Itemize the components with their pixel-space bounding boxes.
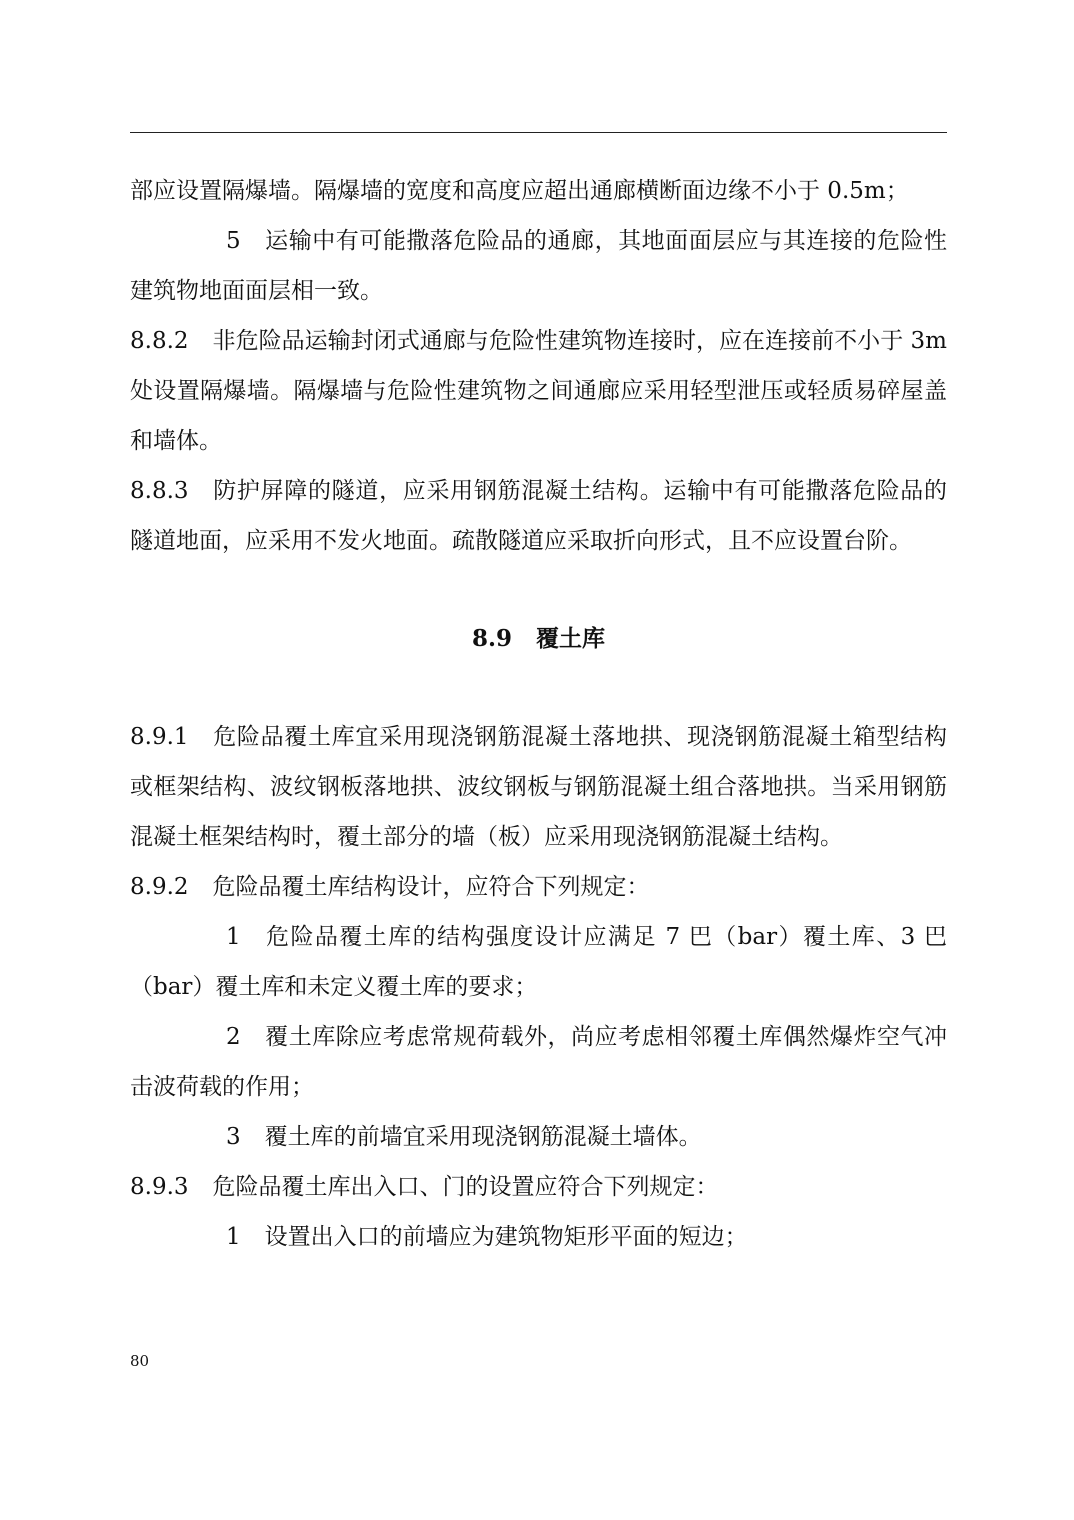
clause-number: 8.9.2 bbox=[130, 874, 189, 900]
item-number: 1 bbox=[226, 1224, 241, 1250]
header-rule bbox=[130, 132, 947, 133]
section-number: 8.9 bbox=[471, 625, 512, 652]
clause-8-9-3 bbox=[130, 1162, 947, 1212]
clause-number: 8.9.3 bbox=[130, 1174, 189, 1200]
page-body bbox=[130, 166, 947, 1262]
item-number: 2 bbox=[226, 1024, 241, 1050]
list-item-1 bbox=[130, 912, 947, 1012]
item-number: 1 bbox=[226, 924, 241, 950]
paragraph-text: 危险品覆土库的结构强度设计应满足 7 巴（bar）覆土库、3 巴（bar）覆土库和未定义覆土库的要求； bbox=[130, 924, 947, 1000]
paragraph-text: 覆土库除应考虑常规荷载外，尚应考虑相邻覆土库偶然爆炸空气冲击波荷载的作用； bbox=[130, 1024, 947, 1100]
clause-number: 8.8.3 bbox=[130, 478, 189, 504]
clause-number: 8.8.2 bbox=[130, 328, 189, 354]
clause-8-8-3 bbox=[130, 466, 947, 566]
paragraph-text: 非危险品运输封闭式通廊与危险性建筑物连接时，应在连接前不小于 3m 处设置隔爆墙。隔爆墙与危险性建筑物之间通廊应采用轻型泄压或轻质易碎屋盖和墙体。 bbox=[130, 328, 947, 454]
paragraph-continuation bbox=[130, 166, 947, 216]
list-item-2 bbox=[130, 1012, 947, 1112]
item-number: 5 bbox=[226, 228, 241, 254]
section-title-text: 覆土库 bbox=[536, 625, 605, 652]
paragraph-text: 运输中有可能撒落危险品的通廊，其地面面层应与其连接的危险性建筑物地面面层相一致。 bbox=[130, 228, 947, 304]
paragraph-text: 防护屏障的隧道，应采用钢筋混凝土结构。运输中有可能撒落危险品的隧道地面，应采用不发火地面。疏散隧道应采取折向形式，且不应设置台阶。 bbox=[130, 478, 947, 554]
list-item-5 bbox=[130, 216, 947, 316]
clause-8-9-1 bbox=[130, 712, 947, 862]
item-number: 3 bbox=[226, 1124, 241, 1150]
paragraph-text: 部应设置隔爆墙。隔爆墙的宽度和高度应超出通廊横断面边缘不小于 0.5m； bbox=[130, 178, 909, 204]
paragraph-text: 覆土库的前墙宜采用现浇钢筋混凝土墙体。 bbox=[264, 1124, 702, 1150]
paragraph-text: 危险品覆土库宜采用现浇钢筋混凝土落地拱、现浇钢筋混凝土箱型结构或框架结构、波纹钢板落地拱、波纹钢板与钢筋混凝土组合落地拱。当采用钢筋混凝土框架结构时，覆土部分的墙（板）应采用现浇钢筋混凝土结构。 bbox=[130, 724, 947, 850]
paragraph-text: 危险品覆土库出入口、门的设置应符合下列规定： bbox=[212, 1174, 719, 1200]
clause-number: 8.9.1 bbox=[130, 724, 189, 750]
section-heading bbox=[130, 566, 947, 712]
paragraph-text: 危险品覆土库结构设计，应符合下列规定： bbox=[212, 874, 650, 900]
clause-8-8-2 bbox=[130, 316, 947, 466]
clause-8-9-2 bbox=[130, 862, 947, 912]
paragraph-text: 设置出入口的前墙应为建筑物矩形平面的短边； bbox=[264, 1224, 748, 1250]
list-item-3 bbox=[130, 1112, 947, 1162]
list-item-1 bbox=[130, 1212, 947, 1262]
page-number: 80 bbox=[130, 1352, 150, 1370]
